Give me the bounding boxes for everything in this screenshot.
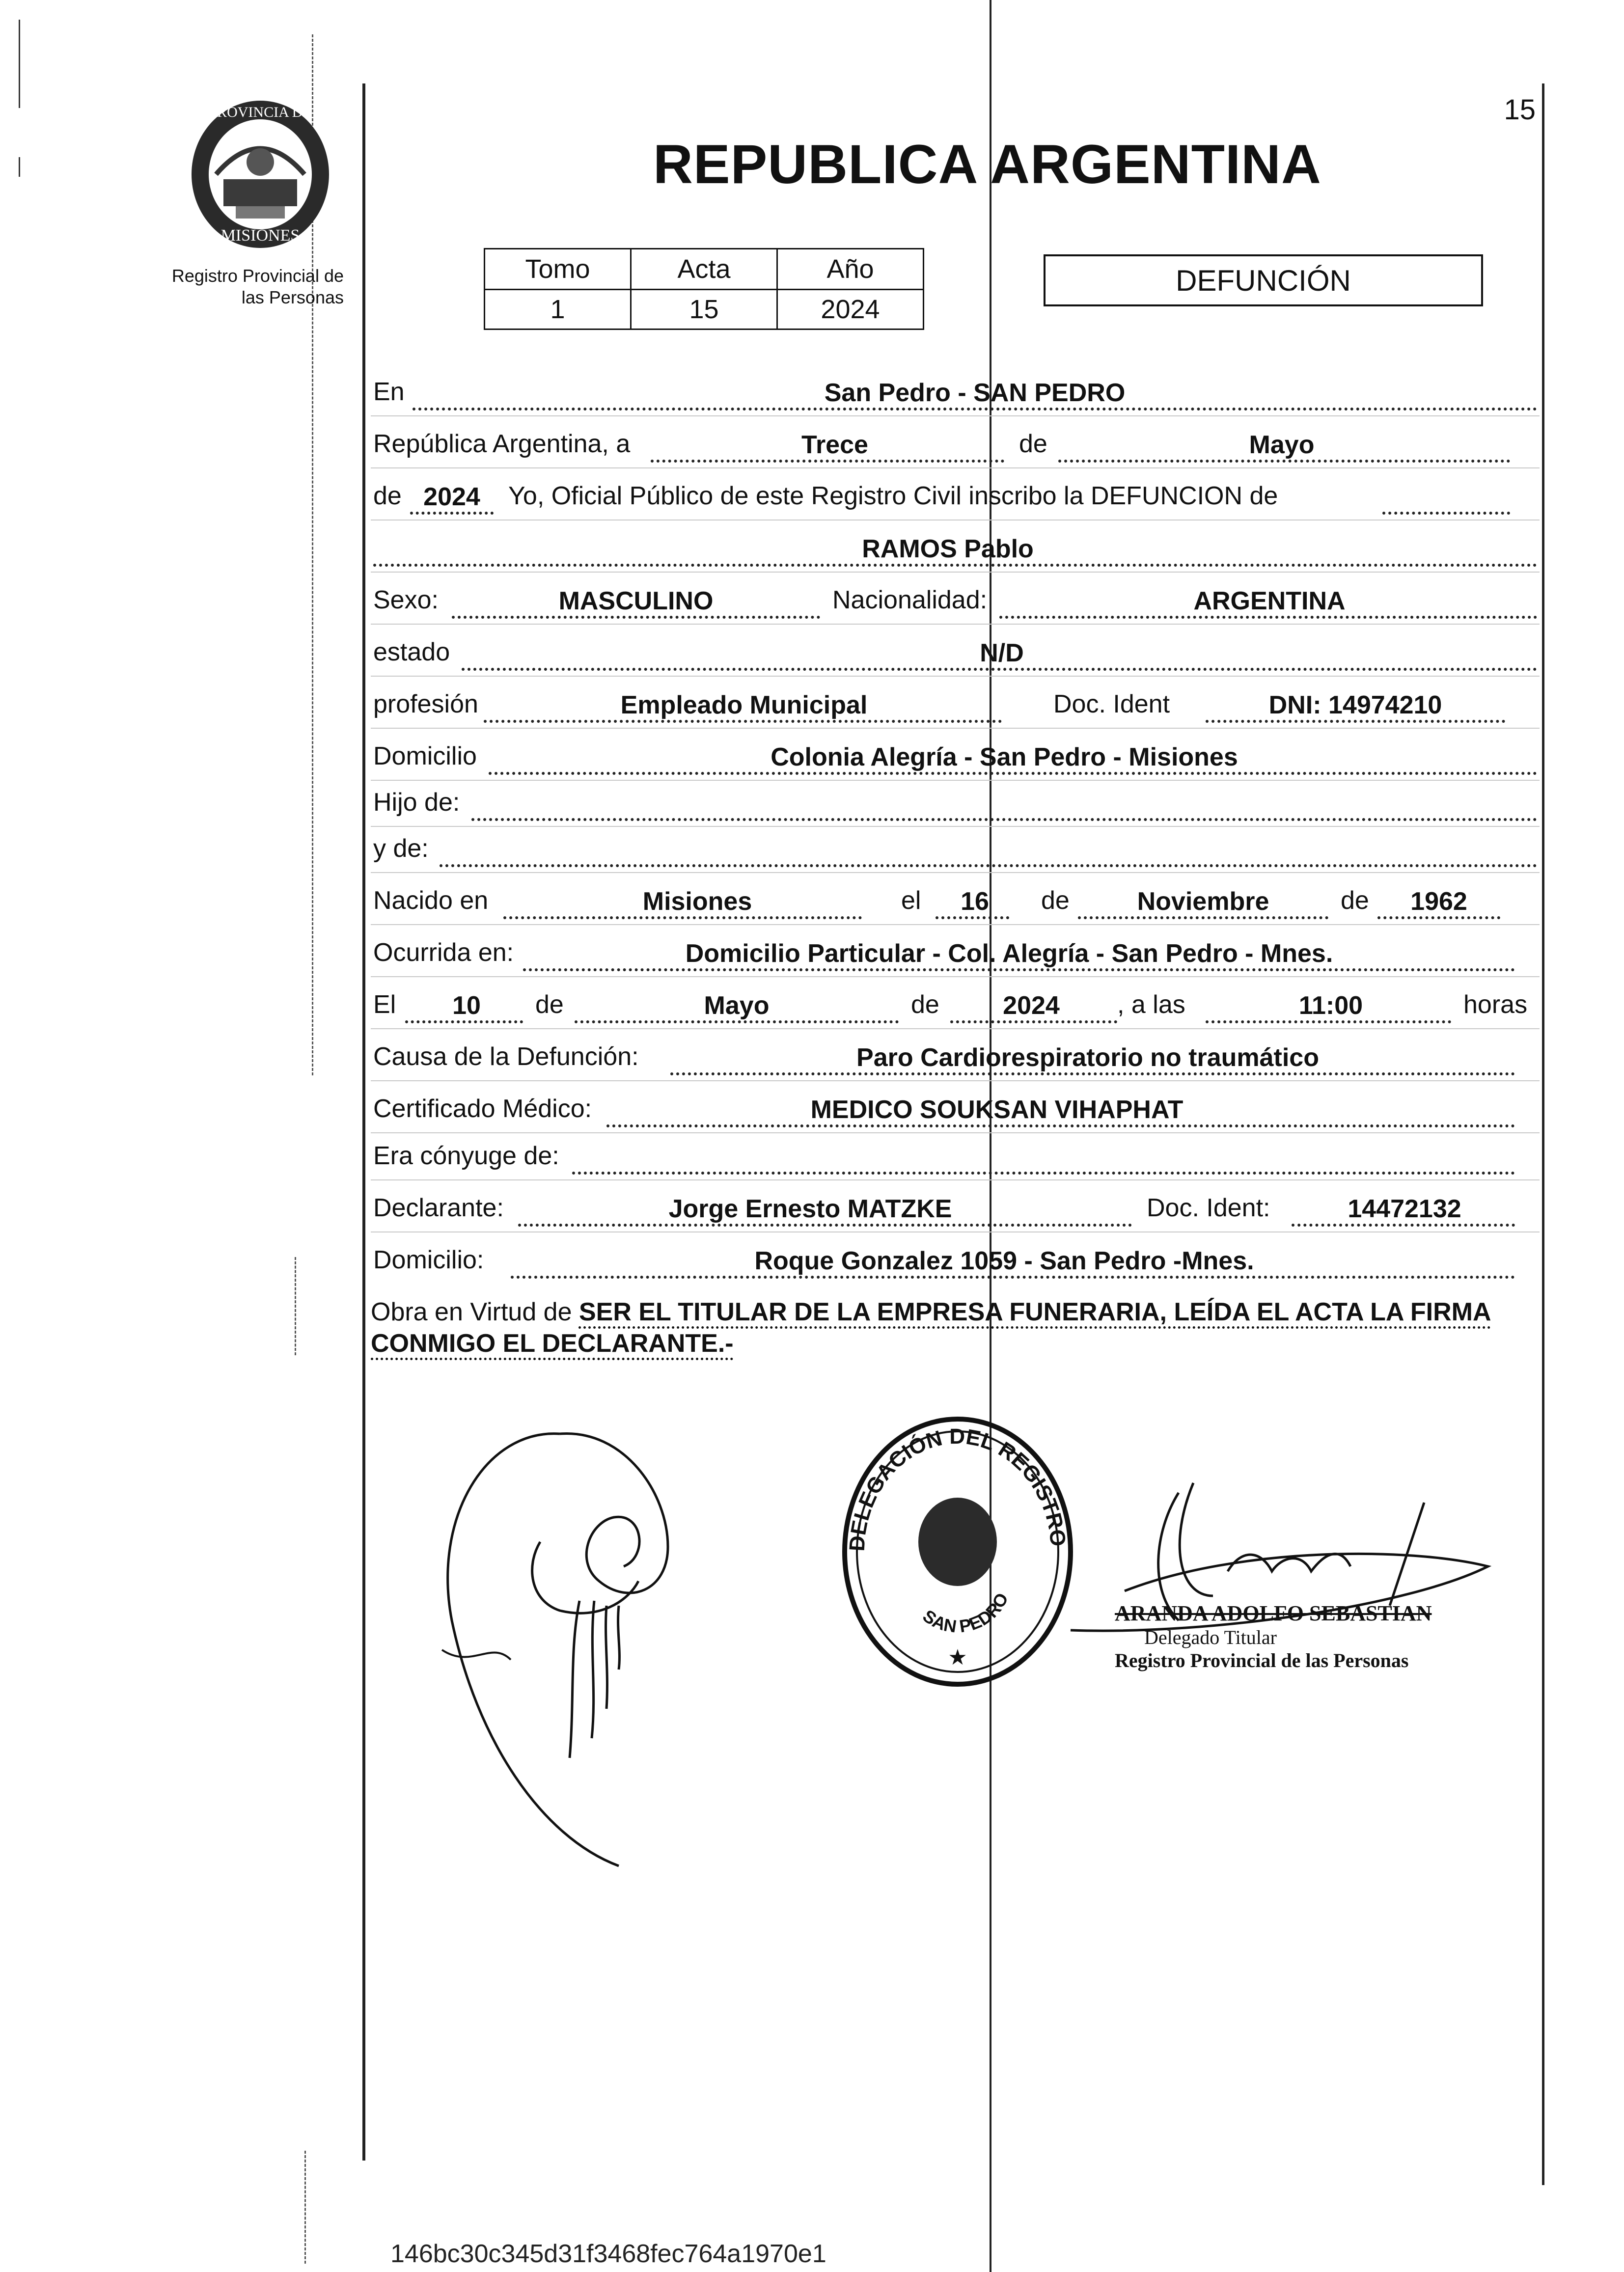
place-of-death-value: Domicilio Particular - Col. Alegría - San Pedro - Mnes. [685, 939, 1333, 968]
acta-value: 15 [631, 290, 777, 329]
declarant-address: Roque Gonzalez 1059 - San Pedro -Mnes. [754, 1247, 1254, 1275]
form-row-certificado: Certificado Médico: MEDICO SOUKSAN VIHAPHAT [371, 1080, 1540, 1133]
form-row-hijo: Hijo de: [371, 780, 1540, 827]
form-row-nacimiento: Nacido en Misiones el 16 de Noviembre de 1962 [371, 872, 1540, 925]
form-row-profesion: profesión Empleado Municipal Doc. Ident DNI: 14974210 [371, 676, 1540, 729]
form-row-domicilio: Domicilio Colonia Alegría - San Pedro - Misiones [371, 728, 1540, 781]
official-org: Registro Provincial de las Personas [1115, 1649, 1409, 1671]
binding-mark [19, 157, 20, 177]
birth-day: 16 [961, 887, 989, 916]
cause-of-death-value: Paro Cardiorespiratorio no traumático [856, 1043, 1319, 1072]
medical-certificate-value: MEDICO SOUKSAN VIHAPHAT [810, 1095, 1184, 1124]
province-seal-logo [182, 93, 339, 255]
form-row-fecha-defuncion: El 10 de Mayo de 2024 , a las 11:00 horas [371, 976, 1540, 1029]
death-day: 10 [452, 991, 481, 1020]
form-row-causa: Causa de la Defunción: Paro Cardiorespiratorio no traumático [371, 1028, 1540, 1081]
form-row-fecha: República Argentina, a Trece de Mayo [371, 415, 1540, 468]
reference-table [484, 248, 924, 330]
tomo-value: 1 [485, 290, 631, 329]
svg-text:SAN PEDRO: SAN PEDRO [919, 1589, 1013, 1637]
page-number: 15 [1504, 94, 1536, 126]
tomo-header: Tomo [485, 249, 631, 290]
death-month: Mayo [704, 991, 770, 1020]
place-value: San Pedro - SAN PEDRO [824, 379, 1126, 407]
civil-status-value: N/D [980, 639, 1024, 667]
margin-dash-line [304, 2151, 306, 2264]
form-row-estado: estado N/D [371, 624, 1540, 677]
official-name-block [1115, 1601, 1431, 1672]
form-row-nombre [371, 520, 1540, 573]
form-row-en: En San Pedro - SAN PEDRO [371, 363, 1540, 416]
birth-year: 1962 [1410, 887, 1467, 916]
form-row-y-de: y de: [371, 826, 1540, 873]
document-hash: 146bc30c345d31f3468fec764a1970e1 [390, 2240, 826, 2268]
obra-en-virtud: Obra en Virtud de SER EL TITULAR DE LA EMPRESA FUNERARIA, LEÍDA EL ACTA LA FIRMA CONMIGO EL DECLARANTE.- [371, 1298, 1491, 1358]
form-row-declarante: Declarante: Jorge Ernesto MATZKE Doc. Ident: 14472132 [371, 1179, 1540, 1232]
sex-value: MASCULINO [558, 587, 714, 615]
official-name: ARANDA ADOLFO SEBASTIAN [1115, 1601, 1432, 1625]
death-year: 2024 [1003, 991, 1060, 1020]
form-row-ocurrida: Ocurrida en: Domicilio Particular - Col. Alegría - San Pedro - Mnes. [371, 924, 1540, 977]
declarant-doc: 14472132 [1348, 1195, 1461, 1223]
nationality-value: ARGENTINA [1193, 587, 1346, 615]
binding-mark [19, 20, 20, 108]
birth-month: Noviembre [1137, 887, 1269, 916]
form-row-domicilio-declarante: Domicilio: Roque Gonzalez 1059 - San Pedro -Mnes. [371, 1232, 1540, 1284]
document-type-box: DEFUNCIÓN [1044, 254, 1483, 306]
death-time: 11:00 [1298, 991, 1363, 1020]
anio-value: 2024 [777, 290, 924, 329]
registry-stamp [835, 1409, 1080, 1697]
birthplace-value: Misiones [642, 887, 752, 916]
registry-name: Registro Provincial de las Personas [171, 266, 344, 307]
form-row-conyuge: Era cónyuge de: [371, 1132, 1540, 1180]
official-role: Delegado Titular [1144, 1626, 1277, 1648]
form-right-border [1542, 83, 1544, 2185]
doc-ident-value: DNI: 14974210 [1268, 691, 1442, 719]
anio-header: Año [777, 249, 924, 290]
form-row-sexo: Sexo: MASCULINO Nacionalidad: ARGENTINA [371, 572, 1540, 625]
margin-dash-line [295, 1257, 296, 1355]
form-left-border [362, 83, 365, 2161]
declarant-name: Jorge Ernesto MATZKE [668, 1195, 952, 1223]
svg-text:★: ★ [948, 1645, 967, 1670]
registration-day: Trece [801, 431, 868, 459]
form-row-inscripcion: de 2024 Yo, Oficial Público de este Registro Civil inscribo la DEFUNCION de [371, 467, 1540, 520]
page-title: REPUBLICA ARGENTINA [653, 134, 1321, 195]
acta-header: Acta [631, 249, 777, 290]
declarant-signature [413, 1395, 756, 1888]
svg-text:DELEGACIÓN DEL REGISTRO PROVIN: DELEGACIÓN DEL REGISTRO [845, 1424, 1071, 1552]
registration-year: 2024 [423, 483, 480, 511]
svg-text:MISIONES: MISIONES [220, 226, 300, 245]
address-value: Colonia Alegría - San Pedro - Misiones [771, 743, 1238, 771]
svg-text:PROVINCIA DE: PROVINCIA DE [209, 104, 312, 120]
deceased-name: RAMOS Pablo [862, 535, 1034, 563]
profession-value: Empleado Municipal [620, 691, 868, 719]
obra-text: SER EL TITULAR DE LA EMPRESA FUNERARIA, LEÍDA EL ACTA LA FIRMA CONMIGO EL DECLARANTE.- [371, 1298, 1491, 1358]
registration-month: Mayo [1249, 431, 1315, 459]
